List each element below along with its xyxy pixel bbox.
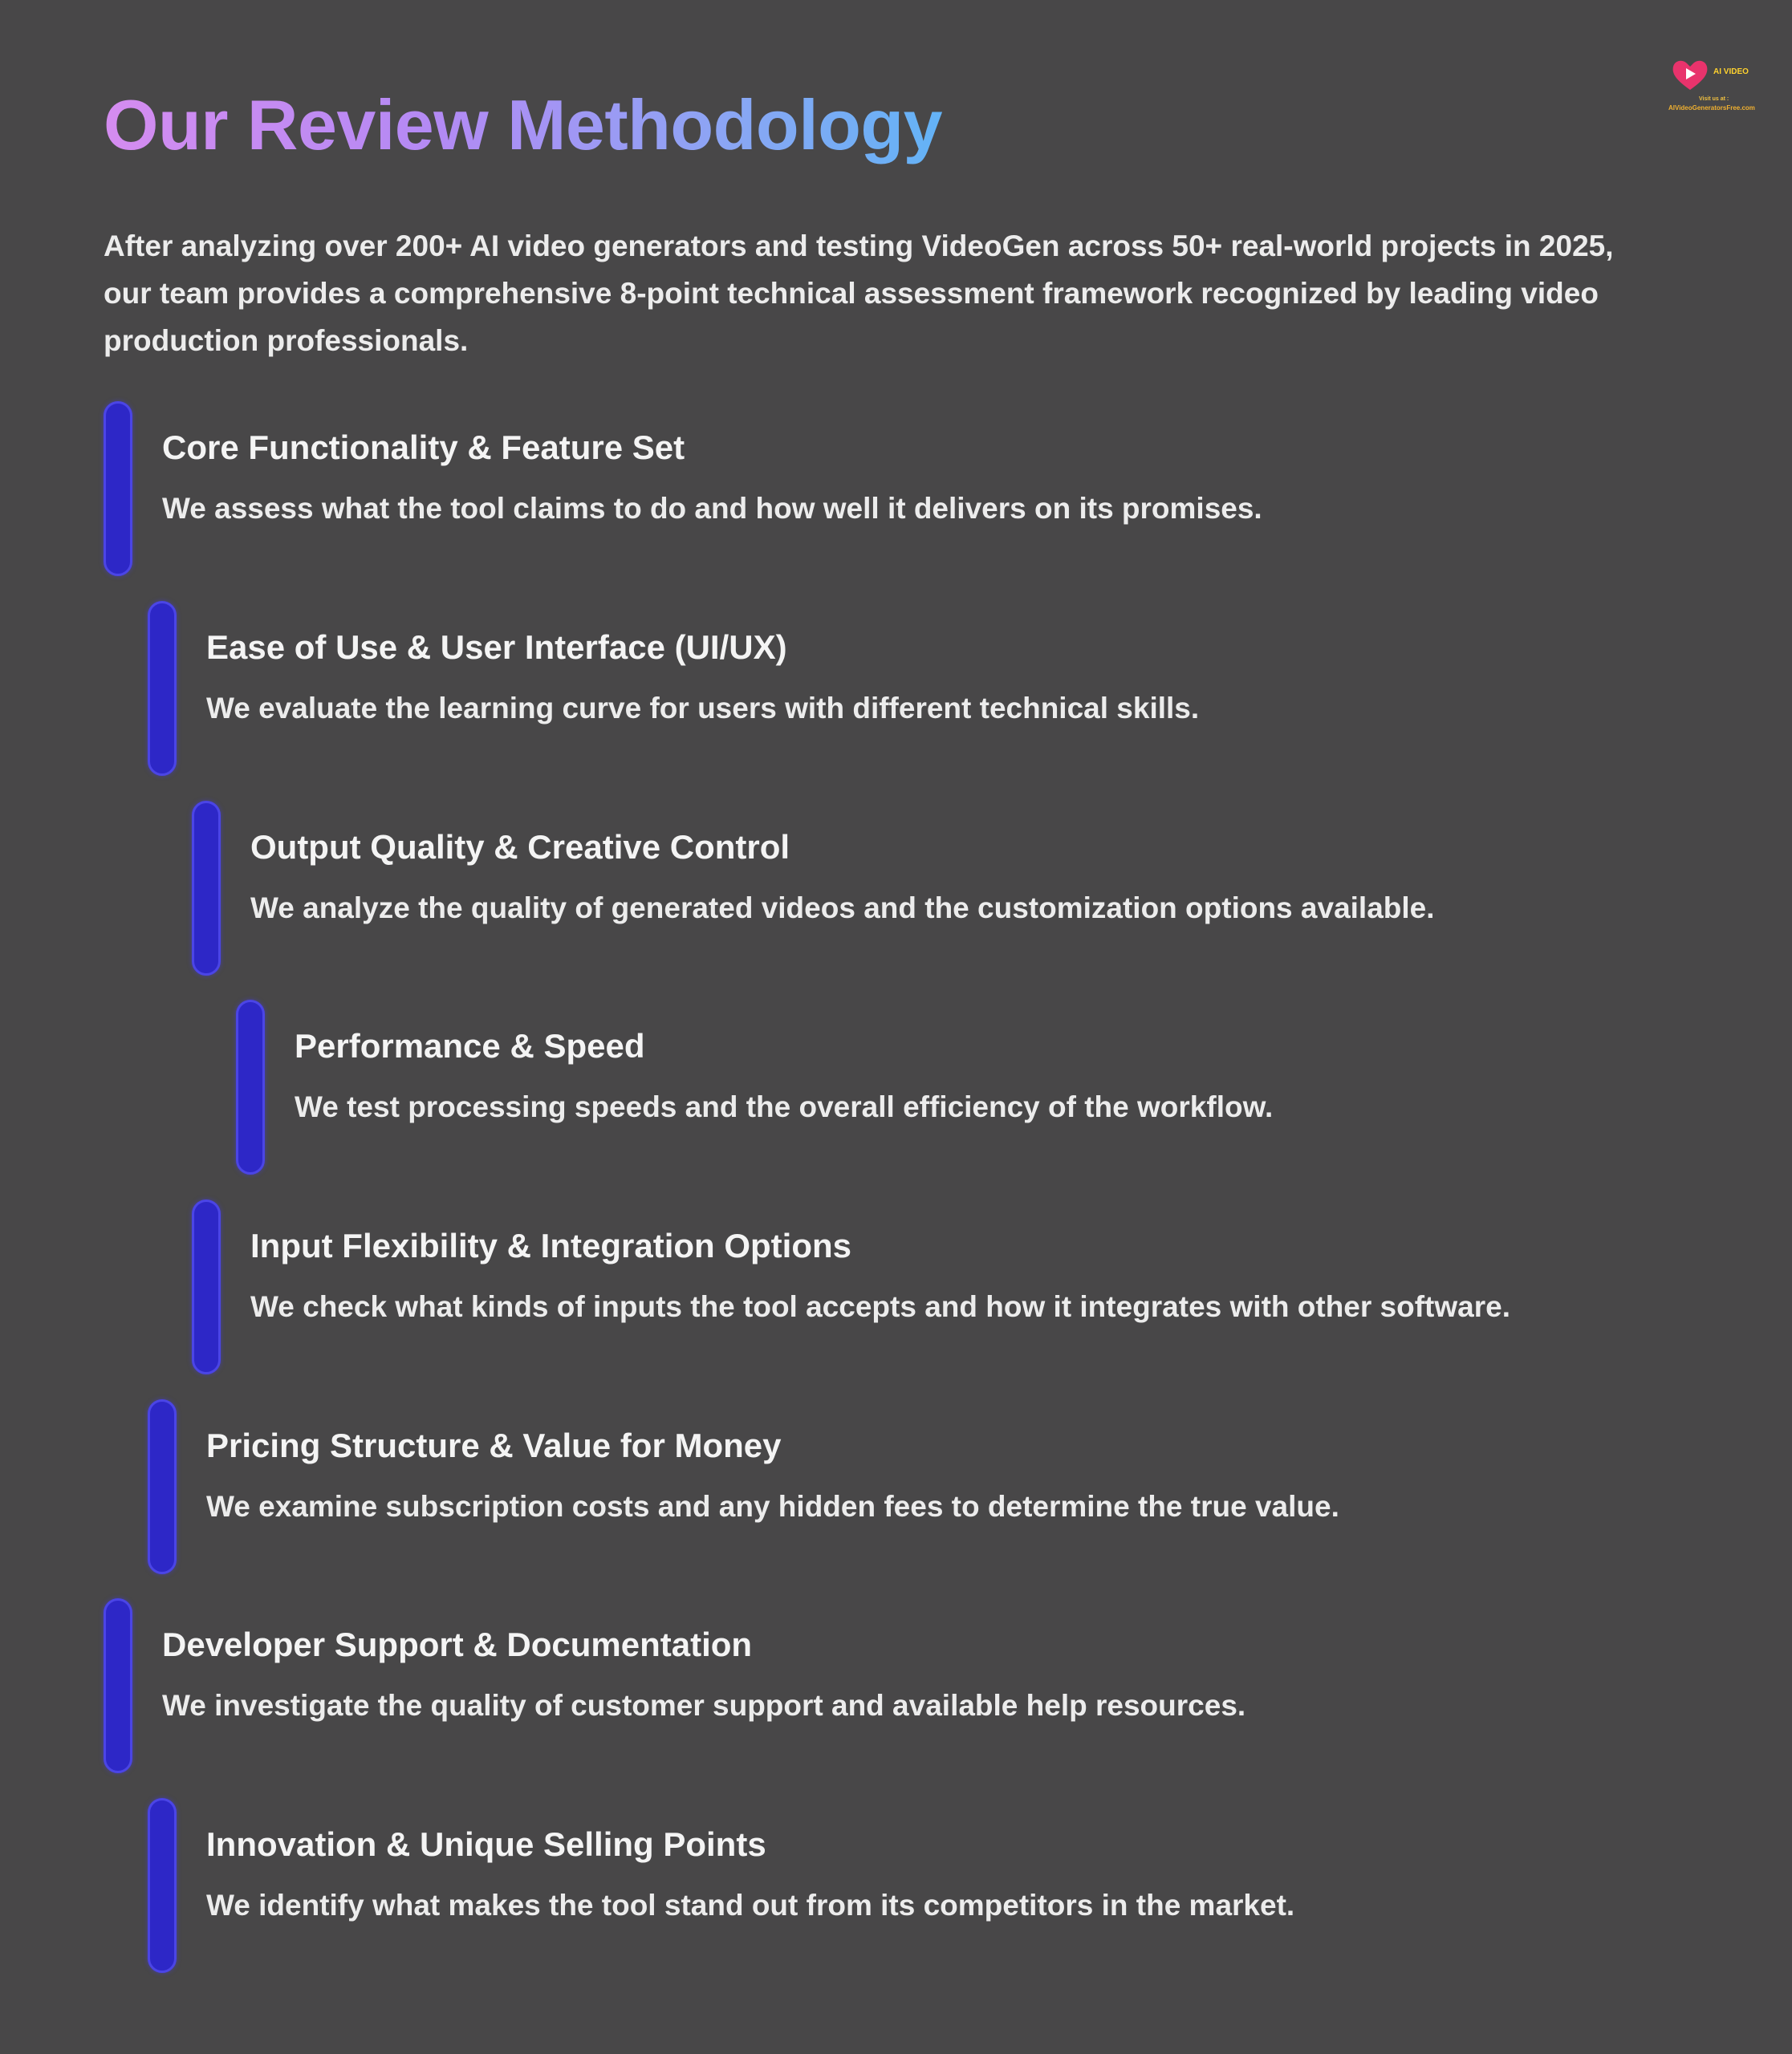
accent-bar (148, 601, 177, 776)
criterion-title: Core Functionality & Feature Set (162, 428, 685, 466)
criterion-title: Output Quality & Creative Control (250, 828, 790, 866)
logo-visit-text: Visit us at : (1699, 96, 1729, 102)
criterion-description: We identify what makes the tool stand out from its competitors in the market. (206, 1889, 1295, 1922)
criterion-description: We examine subscription costs and any hidden fees to determine the true value. (206, 1490, 1339, 1523)
accent-bar (148, 1798, 177, 1973)
accent-bar (192, 1200, 221, 1374)
accent-bar (236, 1000, 265, 1175)
criterion-description: We check what kinds of inputs the tool accepts and how it integrates with other software. (250, 1290, 1510, 1323)
criterion-description: We evaluate the learning curve for users with different technical skills. (206, 692, 1200, 725)
criterion-description: We analyze the quality of generated videos and the customization options available. (250, 891, 1435, 924)
accent-bar (192, 801, 221, 976)
criterion-description: We test processing speeds and the overall efficiency of the workflow. (295, 1090, 1274, 1123)
criterion-title: Innovation & Unique Selling Points (206, 1825, 766, 1863)
criterion-description: We assess what the tool claims to do and how well it delivers on its promises. (162, 492, 1262, 525)
criterion-title: Input Flexibility & Integration Options (250, 1227, 851, 1264)
logo-brand-text: AI VIDEO (1713, 67, 1749, 76)
criterion-title: Performance & Speed (295, 1027, 645, 1065)
heart-play-icon (1670, 56, 1710, 93)
criterion-description: We investigate the quality of customer support and available help resources. (162, 1689, 1246, 1722)
intro-paragraph: After analyzing over 200+ AI video generators and testing VideoGen across 50+ real-world projects in 2025, our team provides a comprehensive 8-point technical assessment framework recognized by leading video production professionals. (104, 229, 1614, 357)
logo-url-text: AIVideoGeneratorsFree.com (1668, 104, 1755, 112)
accent-bar (104, 401, 132, 576)
brand-logo[interactable] (1665, 53, 1770, 117)
accent-bar (104, 1598, 132, 1773)
criterion-title: Developer Support & Documentation (162, 1626, 753, 1663)
criterion-title: Ease of Use & User Interface (UI/UX) (206, 628, 787, 666)
page-title: Our Review Methodology (104, 79, 942, 171)
accent-bar (148, 1399, 177, 1574)
criterion-title: Pricing Structure & Value for Money (206, 1427, 782, 1464)
